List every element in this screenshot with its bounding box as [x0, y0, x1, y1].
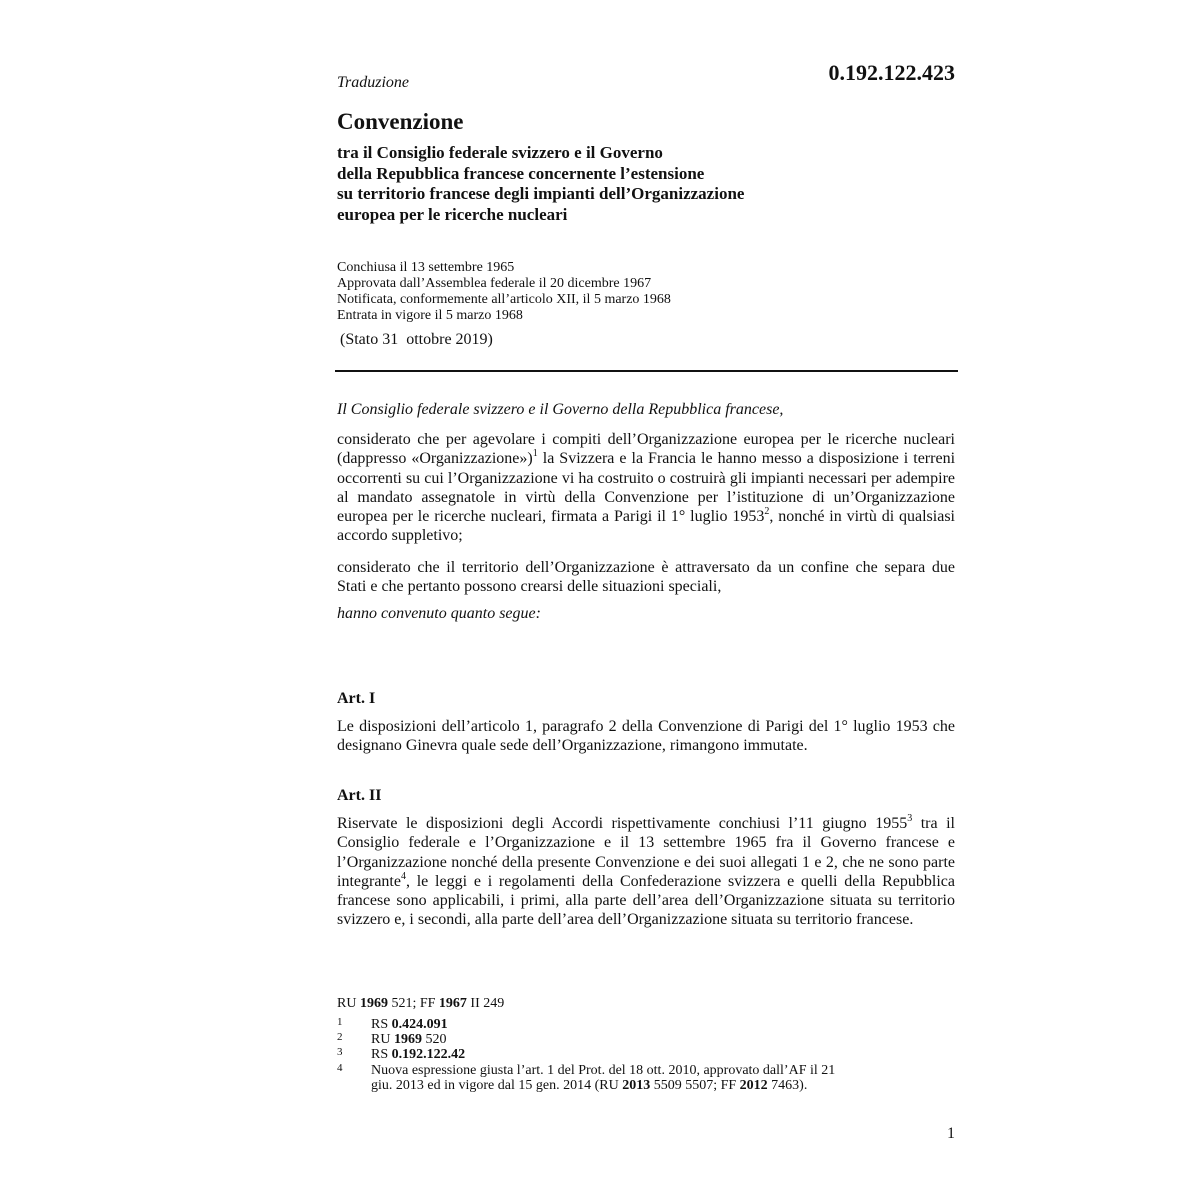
page-number: 1 — [947, 1125, 955, 1142]
footnote-ref-number[interactable]: 2012 — [739, 1078, 768, 1093]
footnote-4-number: 4 — [337, 1062, 343, 1074]
translation-label: Traduzione — [337, 74, 410, 91]
footnote-text: 5509 5507; FF — [650, 1078, 740, 1093]
footnote-ref-4[interactable]: 4 — [400, 870, 406, 882]
footnote-text: RS — [371, 1047, 392, 1062]
article-2-title: Art. II — [337, 787, 382, 804]
source-ref-text: RU — [337, 996, 360, 1011]
footnote-2-number: 2 — [337, 1031, 343, 1043]
footnote-ref-3[interactable]: 3 — [907, 812, 913, 824]
enactment-dates — [337, 260, 671, 324]
subtitle-line: della Repubblica francese concernente l’estensione — [337, 163, 705, 183]
footnote-text: giu. 2013 ed in vigore dal 15 gen. 2014 (RU — [371, 1078, 623, 1093]
footnote-text: RU — [371, 1032, 394, 1047]
footnote-1-number: 1 — [337, 1016, 343, 1028]
considering-1-text-b: la Svizzera e la Francia le hanno messo a disposizione i terreni occorrenti su cui l’Organizzazione vi ha costruito o costruirà gli impianti necessari per adempire al mandato assegnatole in virtù della Convenzione per l’istituzione di un’Organizzazione europea per le ricerche nucleari, firmata a Parigi il 1° luglio 1953 — [337, 450, 956, 526]
footnote-3-number: 3 — [337, 1046, 343, 1058]
footnote-ref-number[interactable]: 2013 — [622, 1078, 651, 1093]
date-concluded: Conchiusa il 13 settembre 1965 — [337, 260, 515, 275]
source-ref-text: 521; FF — [387, 996, 439, 1011]
date-approved: Approvata dall’Assemblea federale il 20 dicembre 1967 — [337, 276, 652, 291]
footnote-2-text — [371, 1032, 446, 1047]
source-ref-text: II 249 — [466, 996, 505, 1011]
date-in-force: Entrata in vigore il 5 marzo 1968 — [337, 308, 523, 323]
footnote-ref-number[interactable]: 0.192.122.42 — [391, 1047, 466, 1062]
status-date: (Stato 31 ottobre 2019) — [340, 331, 493, 348]
subtitle-line: su territorio francese degli impianti dell’Organizzazione — [337, 184, 745, 203]
subtitle-line: europea per le ricerche nucleari — [337, 204, 568, 224]
considering-1-text-c: , nonché in virtù di qualsiasi accordo suppletivo; — [337, 508, 955, 545]
footnote-4-line-1: Nuova espressione giusta l’art. 1 del Prot. del 18 ott. 2010, approvato dall’AF il 21 — [371, 1063, 836, 1078]
source-ref-year: 1967 — [438, 996, 467, 1011]
source-reference — [337, 996, 504, 1012]
subtitle-line: tra il Consiglio federale svizzero e il Governo — [337, 143, 663, 162]
preamble-agreed: hanno convenuto quanto segue: — [337, 605, 541, 622]
source-ref-year: 1969 — [359, 996, 388, 1011]
footnote-1-text — [371, 1017, 448, 1032]
footnote-ref-number[interactable]: 1969 — [393, 1032, 422, 1047]
footnote-4-text — [371, 1063, 931, 1093]
footnote-ref-1[interactable]: 1 — [532, 447, 538, 459]
preamble-parties: Il Consiglio federale svizzero e il Governo della Repubblica francese, — [337, 401, 784, 418]
footnote-3-text — [371, 1047, 465, 1062]
considering-1-text-a: considerato che per agevolare i compiti dell’Organizzazione europea per le ricerche nucleari (dappresso «Organizzazione») — [337, 431, 955, 468]
preamble-considering-2: considerato che il territorio dell’Organizzazione è attraversato da un confine che separa due Stati e che pertanto possono crearsi delle situazioni speciali, — [337, 559, 955, 596]
footnote-4-line-2 — [371, 1078, 931, 1093]
footnote-text: RS — [371, 1017, 392, 1032]
footnote-ref-2[interactable]: 2 — [764, 505, 770, 517]
article-1-text: Le disposizioni dell’articolo 1, paragrafo 2 della Convenzione di Parigi del 1° luglio 1953 che designano Ginevra quale sede dell’Organizzazione, rimangono immutate. — [337, 718, 955, 755]
date-notified: Notificata, conformemente all’articolo XII, il 5 marzo 1968 — [337, 292, 671, 307]
document-title: Convenzione — [337, 109, 464, 134]
article-2-text-b: tra il Consiglio federale e l’Organizzazione e il 13 settembre 1965 fra il Governo francese e l’Organizzazione nonché della presente Convenzione e dei suoi allegati 1 e 2, che ne sono parte integrante — [337, 815, 956, 890]
sr-number: 0.192.122.423 — [828, 60, 955, 85]
footnote-text: 520 — [421, 1032, 447, 1047]
footnote-ref-number[interactable]: 0.424.091 — [391, 1017, 448, 1032]
article-2-text — [337, 814, 955, 930]
article-1-title: Art. I — [337, 690, 376, 707]
footnote-text: 7463). — [767, 1078, 808, 1093]
article-2-text-c: , le leggi e i regolamenti della Confederazione svizzera e quelli della Repubblica francese sono applicabili, i primi, alla parte dell’area dell’Organizzazione situata su territorio svizzero e, i secondi, alla parte dell’area dell’Organizzazione situata su territorio francese. — [337, 872, 955, 929]
preamble-considering-1 — [337, 430, 955, 546]
header-divider — [335, 370, 958, 372]
document-subtitle — [337, 143, 957, 225]
article-2-text-a: Riservate le disposizioni degli Accordi rispettivamente conchiusi l’11 giugno 1955 — [337, 815, 908, 832]
